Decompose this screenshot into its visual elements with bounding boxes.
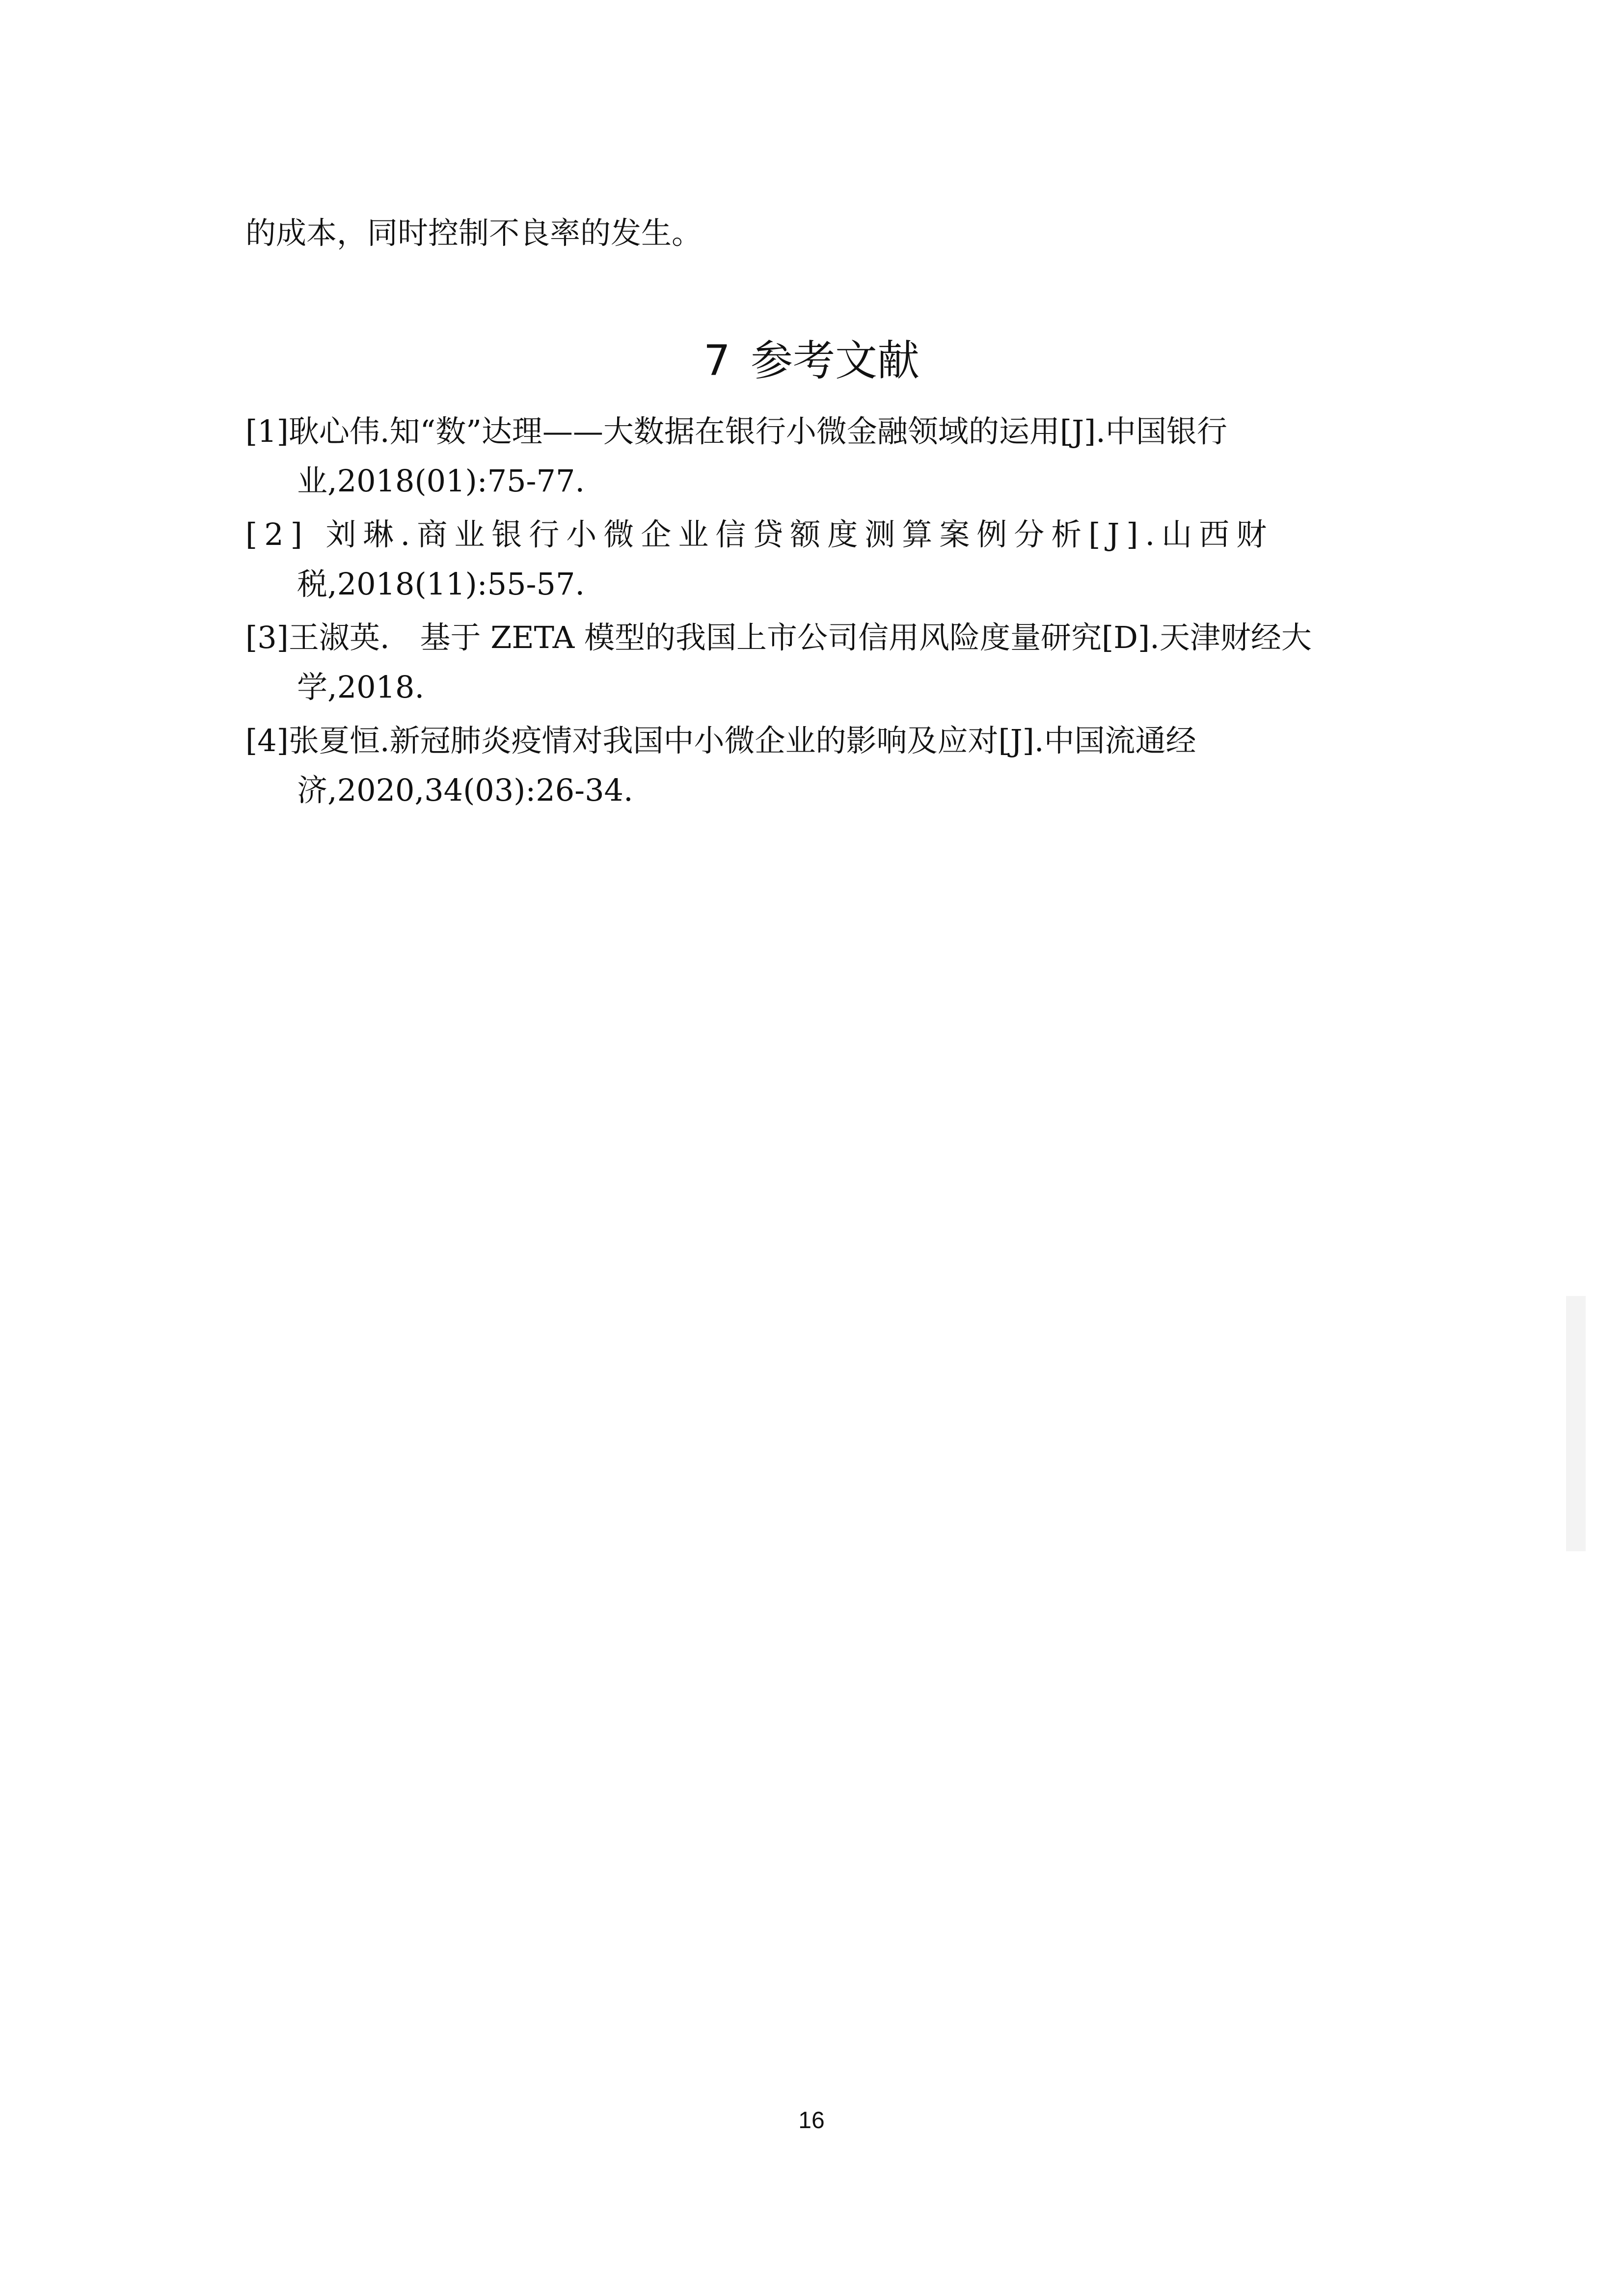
reference-4-line1: [4]张夏恒.新冠肺炎疫情对我国中小微企业的影响及应对[J].中国流通经 (245, 723, 1196, 758)
reference-list (245, 406, 1384, 819)
references-heading: 7 参考文献 (703, 336, 920, 385)
reference-2-line2: 税,2018(11):55-57. (297, 566, 585, 602)
reference-item-3 (245, 613, 1384, 712)
reference-1-line2: 业,2018(01):75-77. (297, 463, 585, 499)
faint-watermark (1566, 1296, 1586, 1551)
reference-1-line1: [1]耿心伟.知“数”达理——大数据在银行小微金融领域的运用[J].中国银行 (245, 413, 1227, 449)
reference-item-2 (245, 510, 1384, 609)
reference-4-line2: 济,2020,34(03):26-34. (297, 772, 633, 808)
page-number: 16 (798, 2107, 825, 2134)
reference-2-line1: [2] 刘琳.商业银行小微企业信贷额度测算案例分析[J].山西财 (245, 516, 1274, 552)
closing-paragraph: 的成本，同时控制不良率的发生。 (245, 215, 703, 251)
reference-item-4 (245, 716, 1384, 815)
reference-3-line1: [3]王淑英. 基于 ZETA 模型的我国上市公司信用风险度量研究[D].天津财经大 (245, 620, 1312, 655)
reference-3-line2: 学,2018. (297, 669, 425, 705)
reference-item-1 (245, 406, 1384, 506)
